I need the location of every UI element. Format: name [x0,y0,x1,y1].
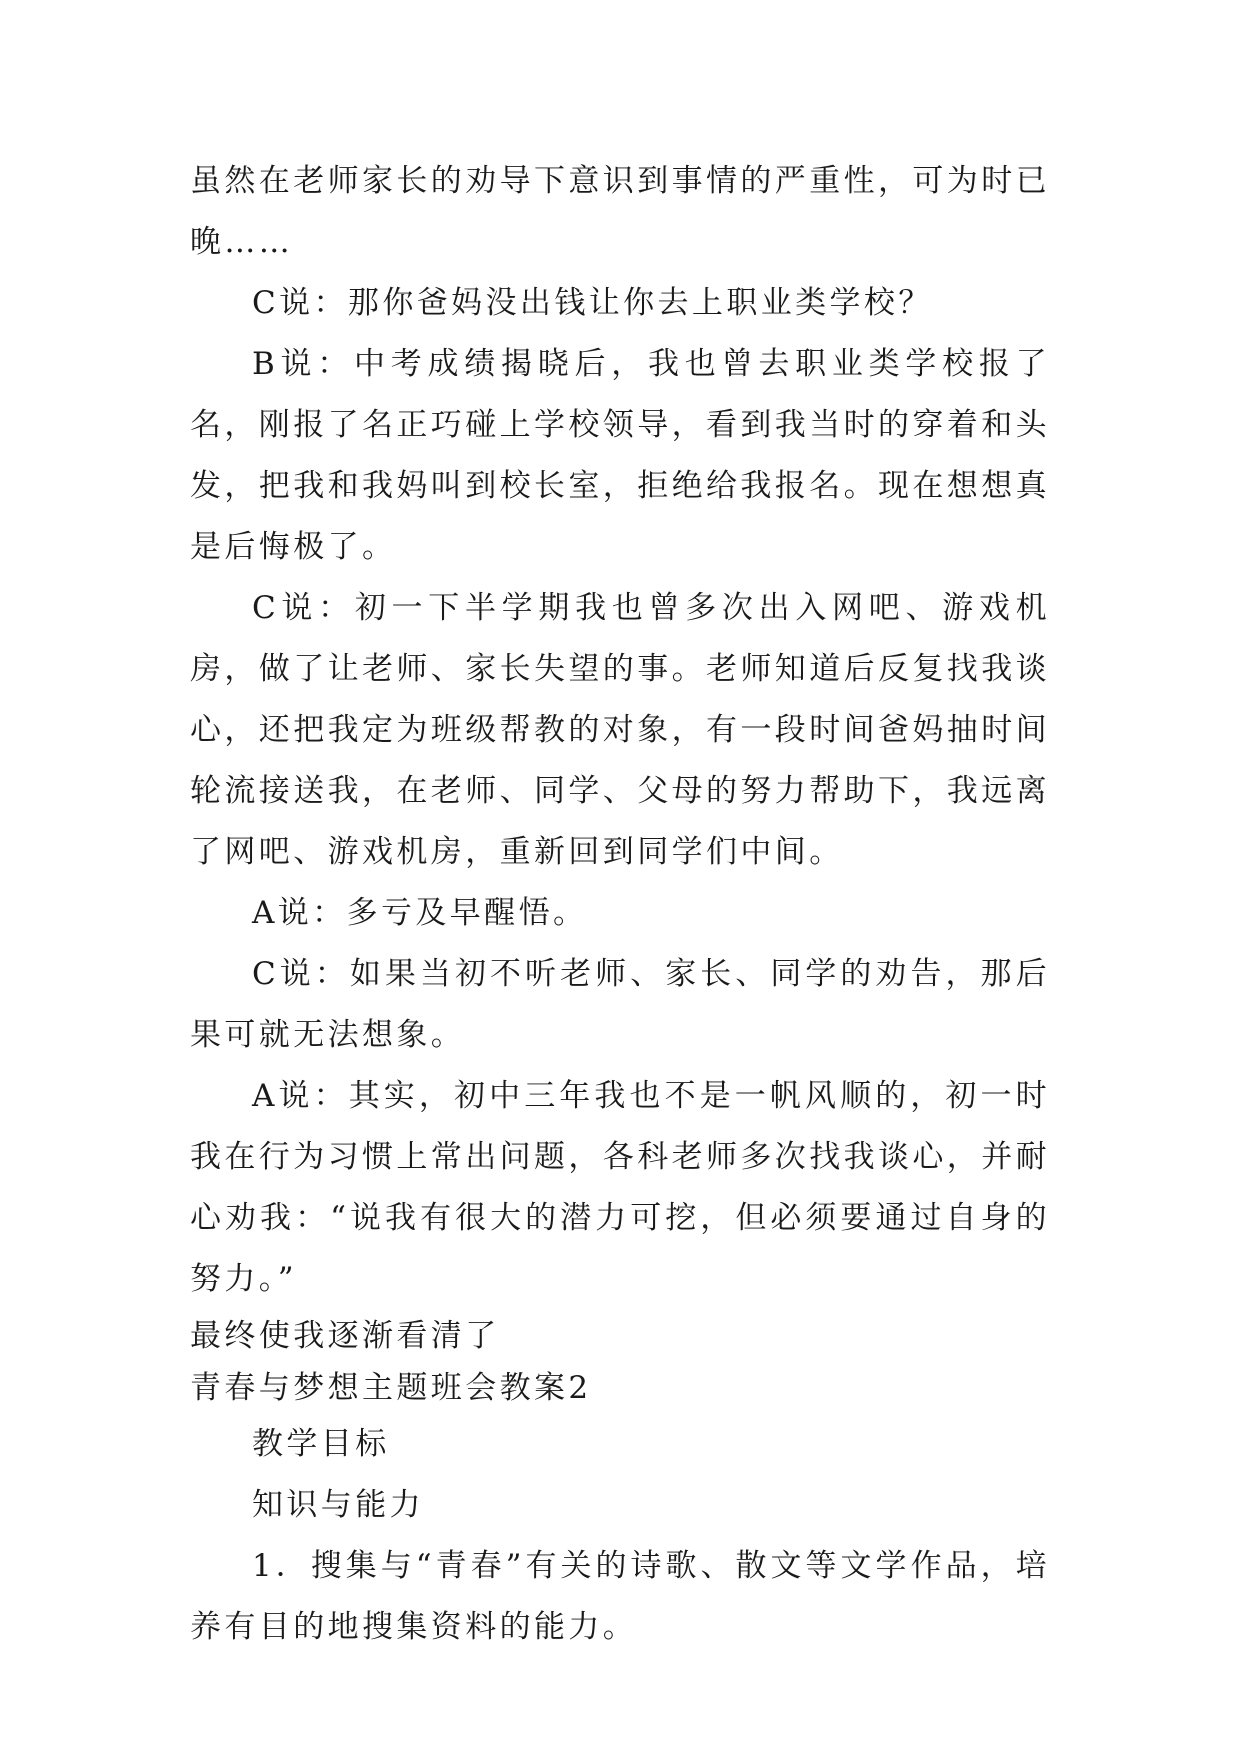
paragraph-8: 最终使我逐渐看清了 [190,1318,500,1354]
paragraph-4: C说：初一下半学期我也曾多次出入网吧、游戏机房，做了让老师、家长失望的事。老师知道后反复找我谈心，还把我定为班级帮教的对象，有一段时间爸妈抽时间轮流接送我，在老师、同学、父母的努力帮助下，我远离了网吧、游戏机房，重新回到同学们中间。 [190,590,1050,870]
paragraph-5: A说：多亏及早醒悟。 [252,895,588,931]
paragraph-2: C说：那你爸妈没出钱让你去上职业类学校？ [252,285,933,321]
paragraph-7: A说：其实，初中三年我也不是一帆风顺的，初一时我在行为习惯上常出问题，各科老师多次找我谈心，并耐心劝我：“说我有很大的潜力可挖，但必须要通过自身的努力。” [190,1078,1050,1297]
document-body [190,151,1050,1658]
subheading-knowledge-ability: 知识与能力 [252,1487,424,1523]
subheading-teaching-goals: 教学目标 [252,1426,390,1462]
section-heading: 青春与梦想主题班会教案2 [190,1370,592,1406]
paragraph-6: C说：如果当初不听老师、家长、同学的劝告，那后果可就无法想象。 [190,956,1050,1053]
paragraph-goal-1: 1．搜集与“青春”有关的诗歌、散文等文学作品，培养有目的地搜集资料的能力。 [190,1548,1050,1645]
paragraph-3: B说：中考成绩揭晓后，我也曾去职业类学校报了名，刚报了名正巧碰上学校领导，看到我当时的穿着和头发，把我和我妈叫到校长室，拒绝给我报名。现在想想真是后悔极了。 [190,346,1050,565]
paragraph-1: 虽然在老师家长的劝导下意识到事情的严重性，可为时已晚…… [190,163,1050,260]
